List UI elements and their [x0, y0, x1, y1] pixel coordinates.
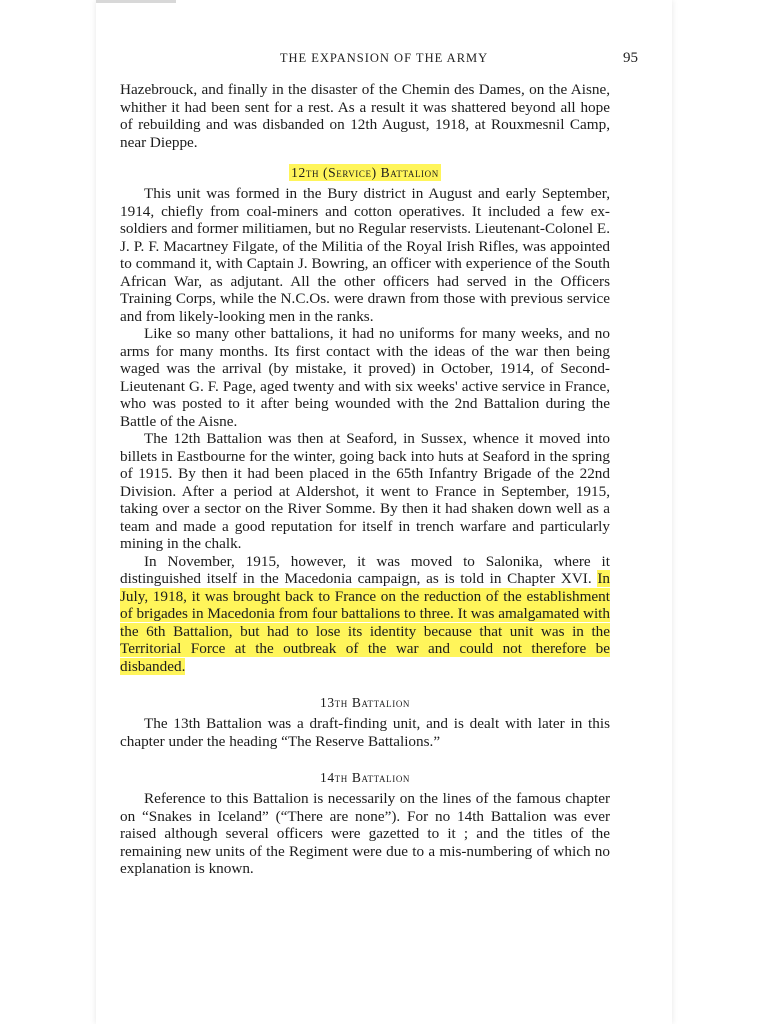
- page-number: 95: [623, 50, 638, 66]
- paragraph-12th-seaford: The 12th Battalion was then at Seaford, in Sussex, whence it moved into billets in Eastbourne for the winter, going back into huts at Seaford in the spring of 1915. By then it had been placed in the 65th Infantry Brigade of the 22nd Division. After a period at Aldershot, it went to France in September, 1915, taking over a sector on the River Somme. By then it had shaken down well as a team and made a good reputation for itself in trench warfare and particularly mining in the chalk.: [120, 430, 610, 552]
- running-head: THE EXPANSION OF THE ARMY: [279, 51, 489, 65]
- opening-paragraph: Hazebrouck, and finally in the disaster of the Chemin des Dames, on the Aisne, whither it had been sent for a rest. As a result it was shattered beyond all hope of rebuilding and was disbanded on 12th August, 1918, at Rouxmesnil Camp, near Dieppe.: [120, 81, 610, 151]
- paragraph-12th-salonika: [120, 553, 610, 676]
- paragraph-12th-uniforms: Like so many other battalions, it had no uniforms for many weeks, and no arms for many months. Its first contact with the ideas of the war then being waged was the arrival (by mistake, it proved) in October, 1914, of Second-Lieutenant G. F. Page, aged twenty and with six weeks' active service in France, who was posted to it after being wounded with the 2nd Battalion during the Battle of the Aisne.: [120, 325, 610, 430]
- section-heading-14th: 14th Battalion: [319, 770, 411, 785]
- paragraph-12th-formation: This unit was formed in the Bury district in August and early September, 1914, chiefly from coal-miners and cotton operatives. It included a few ex-soldiers and former militiamen, but no Regular reservists. Lieutenant-Colonel E. J. P. F. Macartney Filgate, of the Militia of the Royal Irish Rifles, was appointed to command it, with Captain J. Bowring, an officer with experience of the South African War, as adjutant. All the other officers had served in the Officers Training Corps, while the N.C.Os. were drawn from those with previous service and from likely-looking men in the ranks.: [120, 185, 610, 325]
- paragraph-14th: Reference to this Battalion is necessarily on the lines of the famous chapter on “Snakes in Iceland” (“There are none”). For no 14th Battalion was ever raised although several officers were gazetted to it ; and the titles of the remaining new units of the Regiment were due to a mis-numbering of which no explanation is known.: [120, 790, 610, 877]
- highlighted-passage: In July, 1918, it was brought back to France on the reduction of the establishment of brigades in Macedonia from four battalions to three. It was amalgamated with the 6th Battalion, but had to lose its identity because that unit was in the Territorial Force at the outbreak of the war and could not therefore be disbanded.: [120, 570, 610, 675]
- salonika-plain-text: In November, 1915, however, it was moved to Salonika, where it distinguished itself in the Macedonia campaign, as is told in Chapter XVI.: [120, 552, 610, 587]
- document-page: [96, 0, 672, 1024]
- body-text: [120, 81, 610, 878]
- highlighted-heading: 12th (Service) Battalion: [291, 165, 439, 180]
- paragraph-13th: The 13th Battalion was a draft-finding unit, and is dealt with later in this chapter under the heading “The Reserve Battalions.”: [120, 715, 610, 750]
- page-edge-mark: [96, 0, 176, 3]
- section-heading-13th: 13th Battalion: [319, 695, 411, 710]
- section-heading-12th: [120, 165, 610, 181]
